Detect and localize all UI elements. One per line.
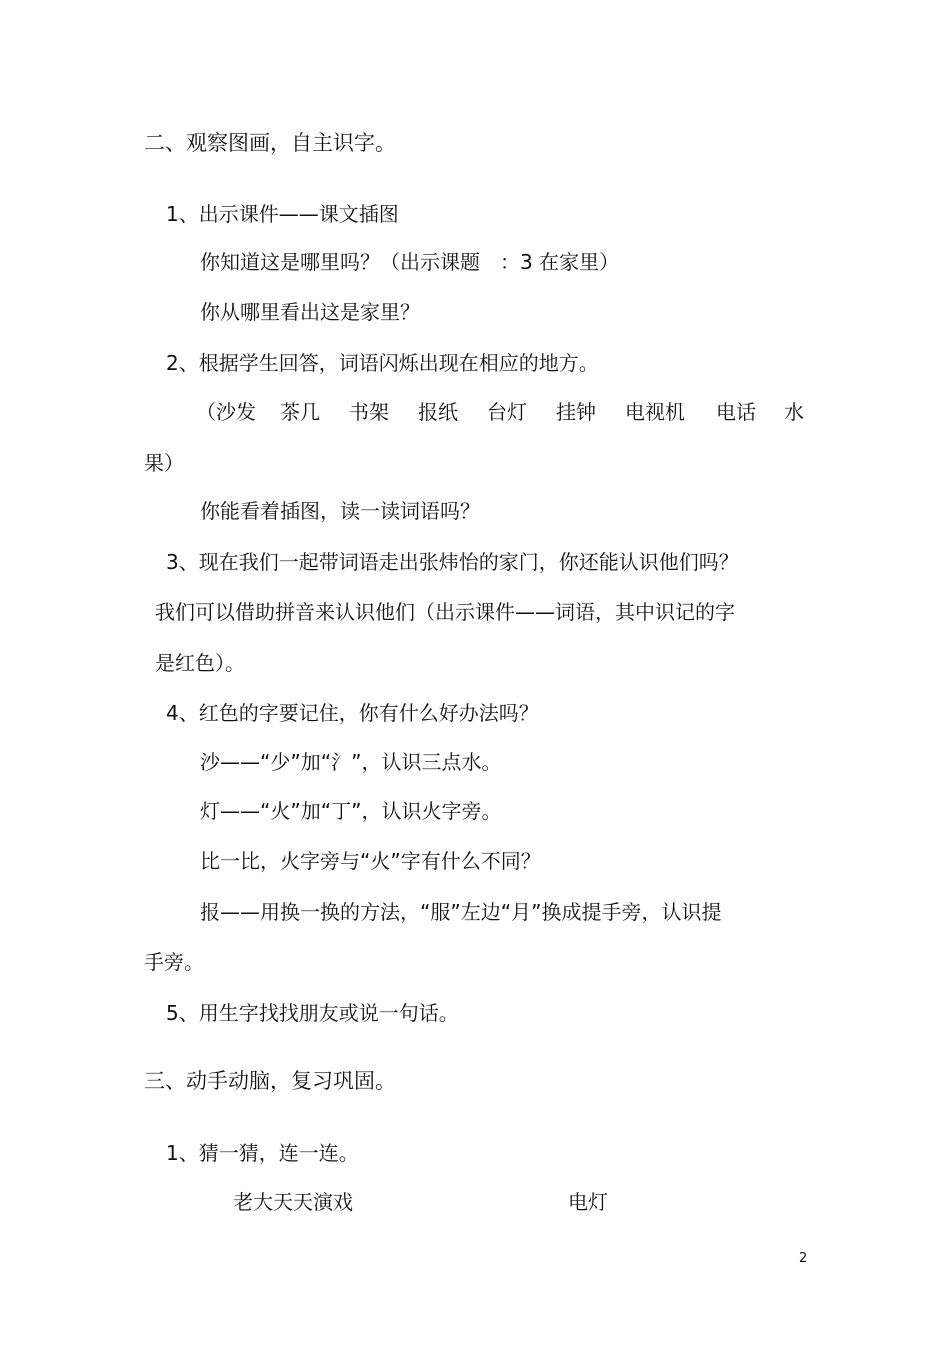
matching-right-item: 电灯 bbox=[568, 1190, 608, 1214]
item-1-label: 1、出示课件——课文插图 bbox=[166, 202, 399, 226]
word-item: 书架 bbox=[349, 400, 389, 424]
item-3-label: 3、现在我们一起带词语走出张炜怡的家门，你还能认识他们吗？ bbox=[166, 550, 739, 574]
word-item: 电视机 bbox=[625, 400, 685, 424]
word-item: 茶几 bbox=[280, 400, 320, 424]
item-4-line-4-continuation: 手旁。 bbox=[144, 950, 204, 974]
word-item: 水 bbox=[784, 400, 804, 424]
item-4-line-4: 报——用换一换的方法，“服”左边“月”换成提手旁，认识提 bbox=[200, 900, 722, 924]
item-2-question: 你能看着插图，读一读词语吗？ bbox=[200, 499, 480, 523]
item-4-label: 4、红色的字要记住，你有什么好办法吗？ bbox=[166, 701, 539, 725]
page-number: 2 bbox=[799, 1251, 808, 1266]
item-3-continuation-2: 是红色）。 bbox=[155, 651, 245, 675]
word-item: 挂钟 bbox=[556, 400, 596, 424]
word-item: 报纸 bbox=[418, 400, 458, 424]
section-3-heading: 三、动手动脑，复习巩固。 bbox=[144, 1069, 396, 1093]
word-row-continuation: 果） bbox=[144, 451, 184, 475]
item-2-label: 2、根据学生回答，词语闪烁出现在相应的地方。 bbox=[166, 351, 599, 375]
section-3-item-1-label: 1、猜一猜，连一连。 bbox=[166, 1141, 359, 1165]
item-1-question-2: 你从哪里看出这是家里？ bbox=[200, 300, 420, 324]
item-4-line-3: 比一比，火字旁与“火”字有什么不同？ bbox=[200, 849, 541, 873]
item-4-line-2: 灯——“火”加“丁”，认识火字旁。 bbox=[200, 799, 502, 823]
item-1-question-1: 你知道这是哪里吗？（出示课题 ：3 在家里） bbox=[200, 250, 620, 274]
word-item: （沙发 bbox=[196, 400, 256, 424]
matching-left-item: 老大天天演戏 bbox=[233, 1190, 353, 1214]
item-4-line-1: 沙——“少”加“氵”，认识三点水。 bbox=[200, 750, 502, 774]
item-5-label: 5、用生字找找朋友或说一句话。 bbox=[166, 1001, 459, 1025]
word-item: 电话 bbox=[716, 400, 756, 424]
word-item: 台灯 bbox=[487, 400, 527, 424]
section-2-heading: 二、观察图画，自主识字。 bbox=[144, 131, 396, 155]
vocabulary-word-row bbox=[0, 399, 950, 425]
item-3-continuation-1: 我们可以借助拼音来认识他们（出示课件——词语，其中识记的字 bbox=[155, 600, 735, 624]
